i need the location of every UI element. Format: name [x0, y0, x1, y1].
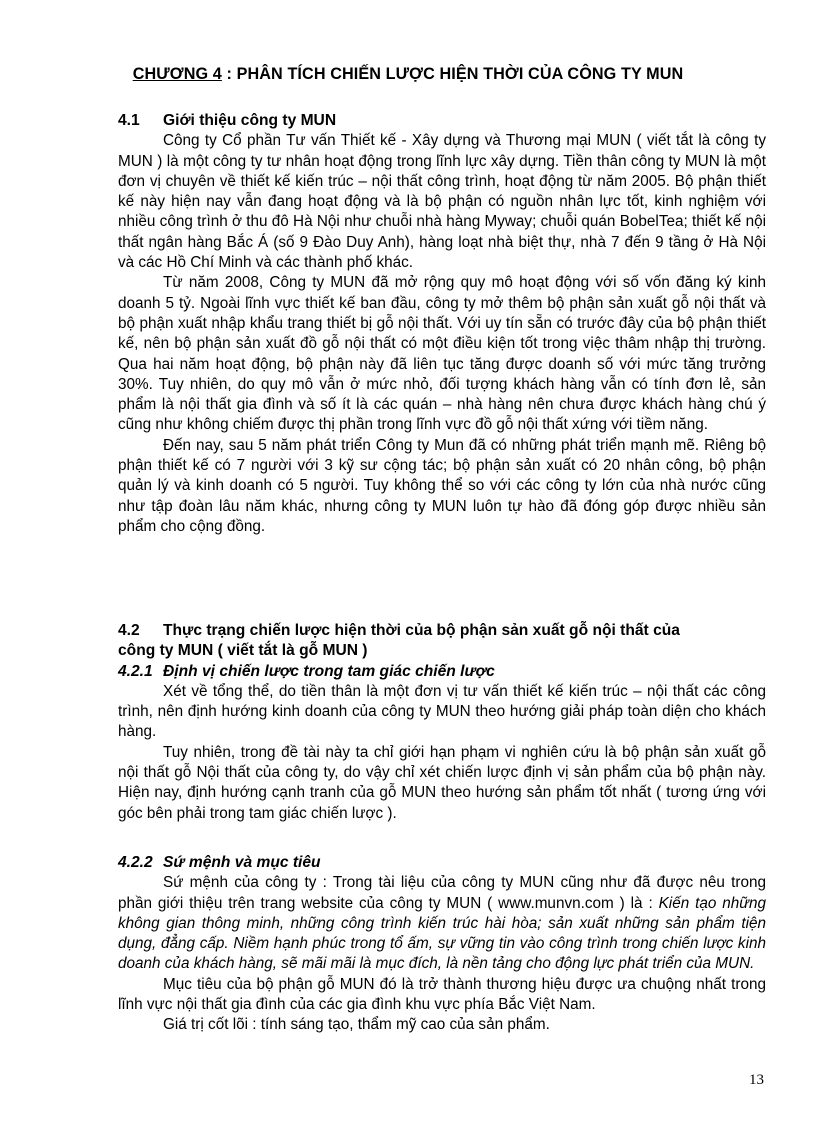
paragraph: Từ năm 2008, Công ty MUN đã mở rộng quy mô hoạt động với số vốn đăng ký kinh doanh 5 tỷ. Ngoài lĩnh vực thiết kế ban đầu, công ty mở thêm bộ phận sản xuất gỗ nội thất và bộ phận xuất nhập khẩu trang thiết bị gỗ nội thất. Với uy tín sẵn có trước đây của bộ phận thiết kế, nên bộ phận sản xuất đồ gỗ nội thất có một điều kiện tốt trong việc thâm nhập thị trường. Qua hai năm hoạt động, bộ phận này đã liên tục tăng được doanh số với mức tăng trưởng 30%. Tuy nhiên, do quy mô vẫn ở mức nhỏ, đối tượng khách hàng vẫn có tính đơn lẻ, sản phẩm là nội thất gia đình và số ít là các quán – nhà hàng nên chưa được khách hàng chú ý cũng như không chiếm được thị phần trong lĩnh vực đồ gỗ nội thất xứng với tiềm năng.: [118, 274, 766, 434]
section-title-line1: Thực trạng chiến lược hiện thời của bộ phận sản xuất gỗ nội thất của: [163, 622, 680, 639]
paragraph-mission: [118, 873, 766, 974]
section-number: 4.1: [118, 112, 140, 129]
section-number: 4.2: [118, 622, 140, 639]
section-4-2: [118, 621, 766, 824]
section-4-2-2: [118, 853, 766, 1036]
section-heading-continued: [118, 641, 766, 661]
subsection-heading-4-2-1: [118, 662, 766, 682]
chapter-heading-text: : PHÂN TÍCH CHIẾN LƯỢC HIỆN THỜI CỦA CÔNG TY MUN: [221, 65, 684, 83]
mission-statement: Kiến tạo những không gian thông minh, những công trình kiến trúc hài hòa; sản xuất những sản phẩm tiện dụng, đẳng cấp. Niềm hạnh phúc trong tổ ấm, sự vững tin vào công trình trong chiến lược kinh doanh của khách hàng, sẽ mãi mãi là mục đích, là nền tảng cho động lực phát triển của MUN.: [118, 894, 766, 973]
paragraph: Xét về tổng thể, do tiền thân là một đơn vị tư vấn thiết kế kiến trúc – nội thất các công trình, nên định hướng kinh doanh của công ty MUN theo hướng giải pháp toàn diện cho khách hàng.: [118, 682, 766, 741]
chapter-title: [0, 64, 816, 84]
section-title: Giới thiệu công ty MUN: [163, 112, 337, 129]
subsection-heading-4-2-2: [118, 853, 766, 873]
paragraph: Giá trị cốt lõi : tính sáng tạo, thẩm mỹ cao của sản phẩm.: [163, 1016, 550, 1034]
paragraph: Công ty Cổ phần Tư vấn Thiết kế - Xây dựng và Thương mại MUN ( viết tắt là công ty MUN ) là một công ty tư nhân hoạt động trong lĩnh lực xây dựng. Tiền thân công ty MUN là một đơn vị chuyên về thiết kế kiến trúc – nội thất công trình, hoạt động từ năm 2005. Bộ phận thiết kế này hiện nay vẫn đang hoạt động và là bộ phận có nguồn nhân lực tốt, kinh nghiệm với nhiều công trình ở thu đô Hà Nội như chuỗi nhà hàng Myway; chuỗi quán BobelTea; thiết kế nội thất ngân hàng Bắc Á (số 9 Đào Duy Anh), hàng loạt nhà biệt thự, nhà 7 đến 9 tầng ở Hà Nội và các Hồ Chí Minh và các thành phố khác.: [118, 132, 766, 272]
chapter-label: CHƯƠNG 4: [132, 65, 222, 83]
section-4-1: [118, 111, 766, 537]
paragraph: Đến nay, sau 5 năm phát triển Công ty Mun đã có những phát triển mạnh mẽ. Riêng bộ phận thiết kế có 7 người với 3 kỹ sư cộng tác; bộ phận sản xuất có 20 nhân công, bộ phận quản lý và kinh doanh có 5 người. Tuy không thể so với các công ty lớn của nhà nước cũng như tập đoàn lâu năm khác, nhưng công ty MUN luôn tự hào đã đóng góp được nhiều sản phẩm cho cộng đồng.: [118, 436, 766, 535]
paragraph: Mục tiêu của bộ phận gỗ MUN đó là trở thành thương hiệu được ưa chuộng nhất trong lĩnh vực nội thất gia đình của các gia đình khu vực phía Bắc Việt Nam.: [118, 975, 766, 1014]
section-heading: [118, 111, 766, 131]
subsection-number: 4.2.1: [118, 662, 153, 680]
paragraph: Tuy nhiên, trong đề tài này ta chỉ giới hạn phạm vi nghiên cứu là bộ phận sản xuất gỗ nội thất gỗ Nội thất của công ty, do vậy chỉ xét chiến lược định vị sản phẩm của bộ phận này. Hiện nay, định hướng cạnh tranh của gỗ MUN theo hướng sản phẩm tốt nhất ( tương ứng với góc bên phải trong tam giác chiến lược ).: [118, 743, 766, 822]
mission-intro: Sứ mệnh của công ty : Trong tài liệu của công ty MUN cũng như đã được nêu trong phần giới thiệu trên trang website của công ty MUN ( www.munvn.com ) là :: [118, 874, 766, 912]
section-title-line2: công ty MUN ( viết tắt là gỗ MUN ): [118, 642, 368, 660]
subsection-title: Định vị chiến lược trong tam giác chiến lược: [163, 662, 495, 680]
section-heading: [118, 621, 766, 641]
page-number: 13: [749, 1072, 764, 1088]
subsection-title: Sứ mệnh và mục tiêu: [163, 854, 321, 871]
subsection-number: 4.2.2: [118, 854, 153, 871]
